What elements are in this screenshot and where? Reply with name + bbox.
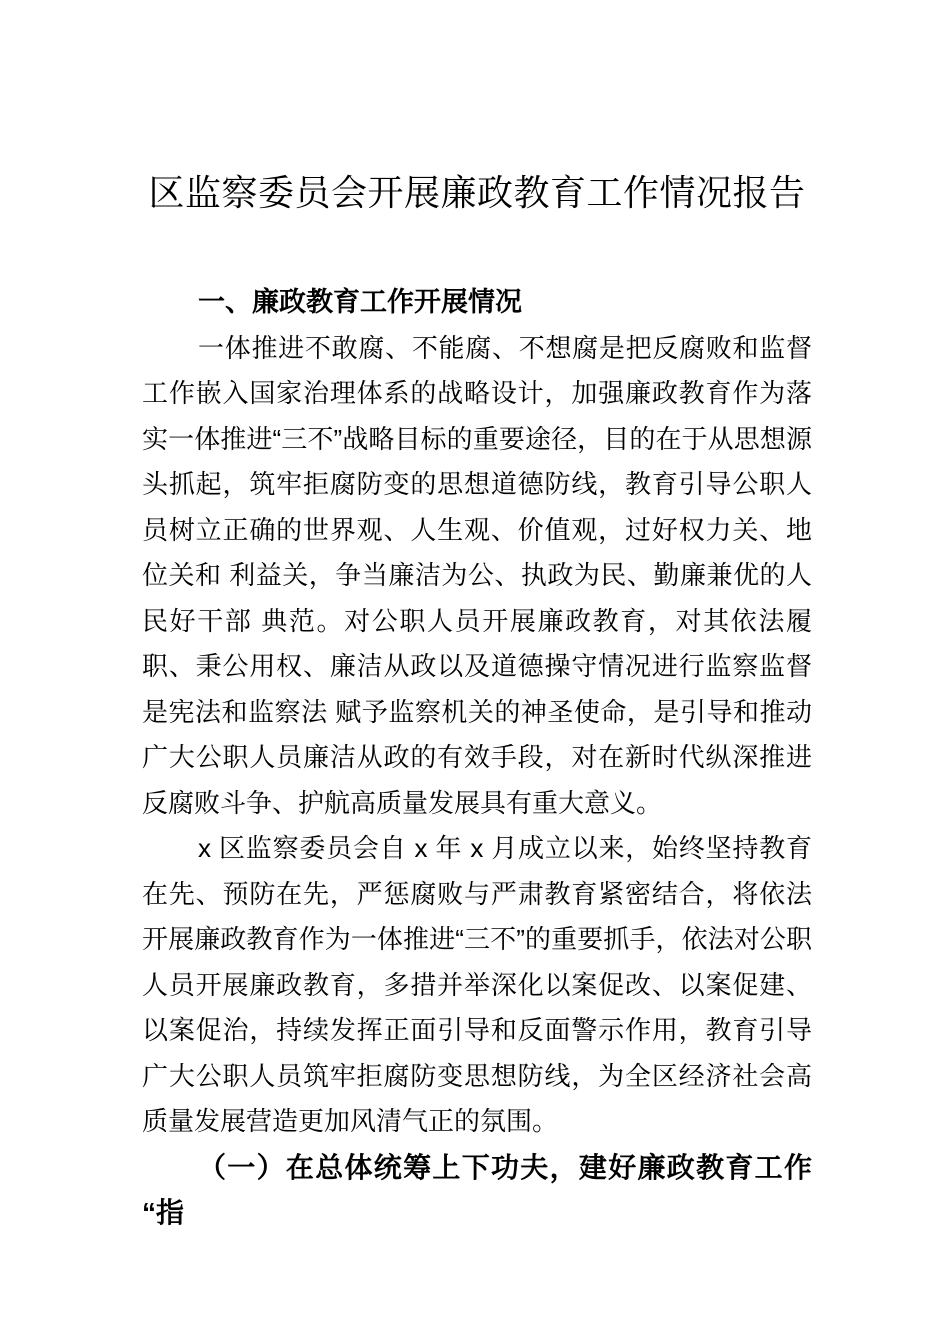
- paragraph-1: 一体推进不敢腐、不能腐、不想腐是把反腐败和监督工作嵌入国家治理体系的战略设计，加强廉政教育作为落实一体推进“三不”战略目标的重要途径，目的在于从思想源头抓起，筑牢拒腐防变的思想道德防线，教育引导公职人员树立正确的世界观、人生观、价值观，过好权力关、地位关和 利益关，争当廉洁为公、执政为民、勤廉兼优的人民好干部 典范。对公职人员开展廉政教育，对其依法履职、秉公用权、廉洁从政以及道德操守情况进行监察监督是宪法和监察法 赋予监察机关的神圣使命，是引导和推动广大公职人员廉洁从政的有效手段，对在新时代纵深推进反腐败斗争、护航高质量发展具有重大意义。: [142, 332, 812, 818]
- document-body: [142, 280, 812, 1236]
- document-title: 区监察委员会开展廉政教育工作情况报告: [148, 173, 806, 213]
- subsection-heading-1: （一）在总体统筹上下功夫，建好廉政教育工作“指: [142, 1151, 812, 1228]
- section-heading-1: 一、廉政教育工作开展情况: [198, 287, 522, 317]
- paragraph-2: x 区监察委员会自 x 年 x 月成立以来，始终坚持教育在先、预防在先，严惩腐败与严肃教育紧密结合，将依法开展廉政教育作为一体推进“三不”的重要抓手，依法对公职人员开展廉政教育，多措并举深化以案促改、以案促建、以案促治，持续发挥正面引导和反面警示作用，教育引导广大公职人员筑牢拒腐防变思想防线，为全区经济社会高质量发展营造更加风清气正的氛围。: [142, 833, 812, 1136]
